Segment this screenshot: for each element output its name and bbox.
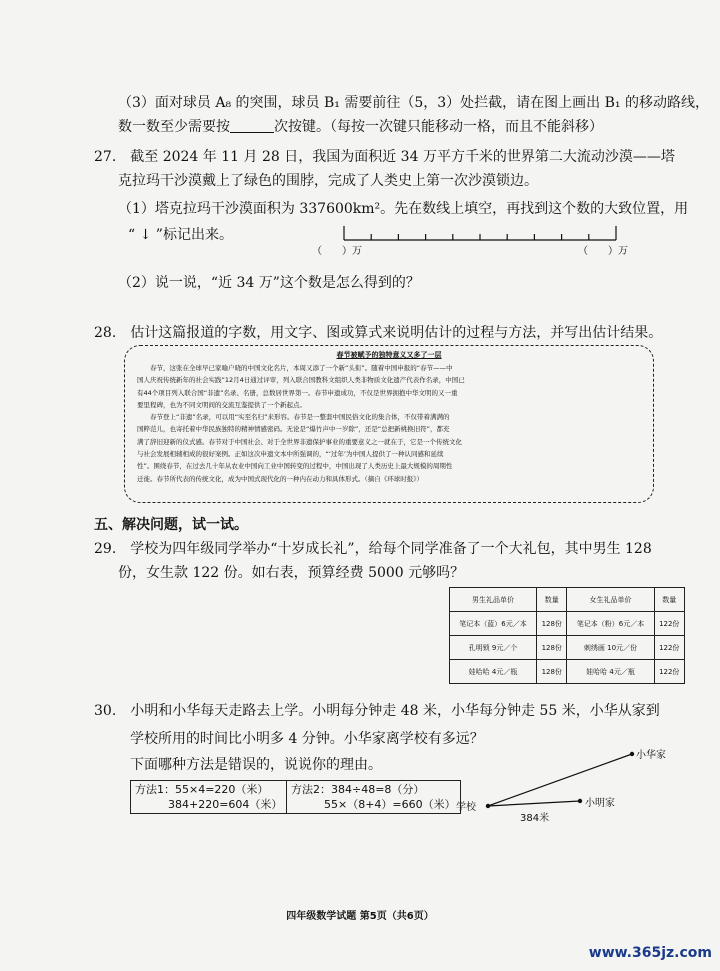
table-cell: 128份 <box>537 660 567 684</box>
table-cell: 刺绣画 10元／份 <box>567 636 654 660</box>
table-cell: 122份 <box>654 636 685 660</box>
table-cell: 笔记本（粉）6元／本 <box>567 612 654 636</box>
number-line-right-label[interactable]: （ ）万 <box>578 246 628 257</box>
news-article-box <box>124 345 654 503</box>
q26-part3-line2: 数一数至少需要按 次按键。（每按一次键只能移动一格，而且不能斜移） <box>118 119 603 135</box>
table-header: 数量 <box>654 588 685 612</box>
route-diagram <box>480 740 640 830</box>
q28-prompt: 28. 估计这篇报道的字数，用文字、图或算式来说明估计的过程与方法，并写出估计结果。 <box>94 325 663 341</box>
xiaoming-home-label: 小明家 <box>585 798 615 809</box>
q27-sub2: （2）说一说，“近 34 万”这个数是怎么得到的？ <box>118 275 420 291</box>
table-cell: 娃哈哈 4元／瓶 <box>567 660 654 684</box>
method2-box: 方法2：384÷48=8（分） 55×（8+4）=660（米） <box>286 780 461 814</box>
watermark: www.365jz.com <box>588 945 712 961</box>
answer-blank[interactable] <box>230 118 274 133</box>
q30-line1: 30. 小明和小华每天走路去上学。小明每分钟走 48 米，小华每分钟走 55 米，小华从家到 <box>94 703 660 719</box>
xiaohua-home-label: 小华家 <box>636 750 666 761</box>
table-cell: 128份 <box>537 636 567 660</box>
q27-line1: 27. 截至 2024 年 11 月 28 日，我国为面积近 34 万平方千米的世界第二大流动沙漠——塔 <box>94 149 675 165</box>
table-cell: 笔记本（蓝）6元／本 <box>450 612 537 636</box>
method1-box: 方法1：55×4=220（米） 384+220=604（米） <box>130 780 287 814</box>
q29-line1: 29. 学校为四年级同学举办“十岁成长礼”，给每个同学准备了一个大礼包，其中男生 128 <box>94 541 652 557</box>
table-header: 女生礼品单价 <box>567 588 654 612</box>
table-cell: 孔明锁 9元／个 <box>450 636 537 660</box>
table-header: 男生礼品单价 <box>450 588 537 612</box>
table-header: 数量 <box>537 588 567 612</box>
school-label: 学校 <box>456 802 476 813</box>
table-cell: 娃哈哈 4元／瓶 <box>450 660 537 684</box>
q30-line2: 学校所用的时间比小明多 4 分钟。小华家离学校有多远？ <box>130 731 484 747</box>
article-body: 春节，这张在全球早已家喻户晓的中国文化名片，本周又添了一个新“头衔”。随着中国申报的“春节——中 国人庆祝传统新年的社会实践”12月4日通过评审，列入联合国教科文组织人类非物质文化遗产代表作名录，中国已 有44个项目列入联合国“非遗”名录、名册，总数居世界第一。春节申遗成功，不仅是世界拥抱中华文明的又一重 要里程碑，也为不同文明间的交流互鉴提供了一个新起点。 春节登上“非遗”名录，可以用“实至名归”来形容。春节是一整套中国民俗文化的集合体，不仅带着满满的 国粹范儿，也寄托着中华民族独特的精神情感密码。无论是“爆竹声中一岁除”，还是“总把新桃换旧符”，都充 满了辞旧迎新的仪式感。春节对于中国社会、对于全世界非遗保护事业的重要意义之一就在于，它是一个传统文化 与社会发展相辅相成的很好案例。正如这次申遗文本中所强调的，“‘过年’为中国人提供了一种认同感和延续 性”。围绕春节，在过去几十年从农业中国向工业中国转变的过程中，中国出现了人类历史上最大规模的周期性 迁徙。春节所代表的传统文化，成为中国式现代化的一种内在动力和具体形式。（摘自《环球时报》） <box>137 364 465 483</box>
q27-line2: 克拉玛干沙漠戴上了绿色的围脖，完成了人类史上第一次沙漠锁边。 <box>118 173 538 189</box>
gift-price-table <box>449 587 685 684</box>
table-row <box>450 660 685 684</box>
number-line-left-label[interactable]: （ ）万 <box>312 246 362 257</box>
q27-sub1-line1: （1）塔克拉玛干沙漠面积为 337600km²。先在数线上填空，再找到这个数的大致位置，用 <box>118 201 689 217</box>
table-cell: 122份 <box>654 660 685 684</box>
q27-sub1-line2: “ ↓ ”标记出来。 <box>128 227 233 243</box>
table-row <box>450 636 685 660</box>
article-title: 春节被赋予的独特意义又多了一层 <box>336 350 442 359</box>
table-cell: 128份 <box>537 612 567 636</box>
q29-line2: 份，女生款 122 份。如右表，预算经费 5000 元够吗？ <box>118 565 465 581</box>
table-cell: 122份 <box>654 612 685 636</box>
page-footer: 四年级数学试题 第5页（共6页） <box>286 911 434 922</box>
q26-part3-line1: （3）面对球员 A₈ 的突围，球员 B₁ 需要前往（5，3）处拦截，请在图上画出 B₁ 的移动路线， <box>118 95 709 111</box>
section-heading: 五、解决问题，试一试。 <box>94 517 248 533</box>
table-row <box>450 612 685 636</box>
table-header-row <box>450 588 685 612</box>
distance-label: 384米 <box>520 813 550 824</box>
q30-line3: 下面哪种方法是错误的，说说你的理由。 <box>130 757 382 773</box>
